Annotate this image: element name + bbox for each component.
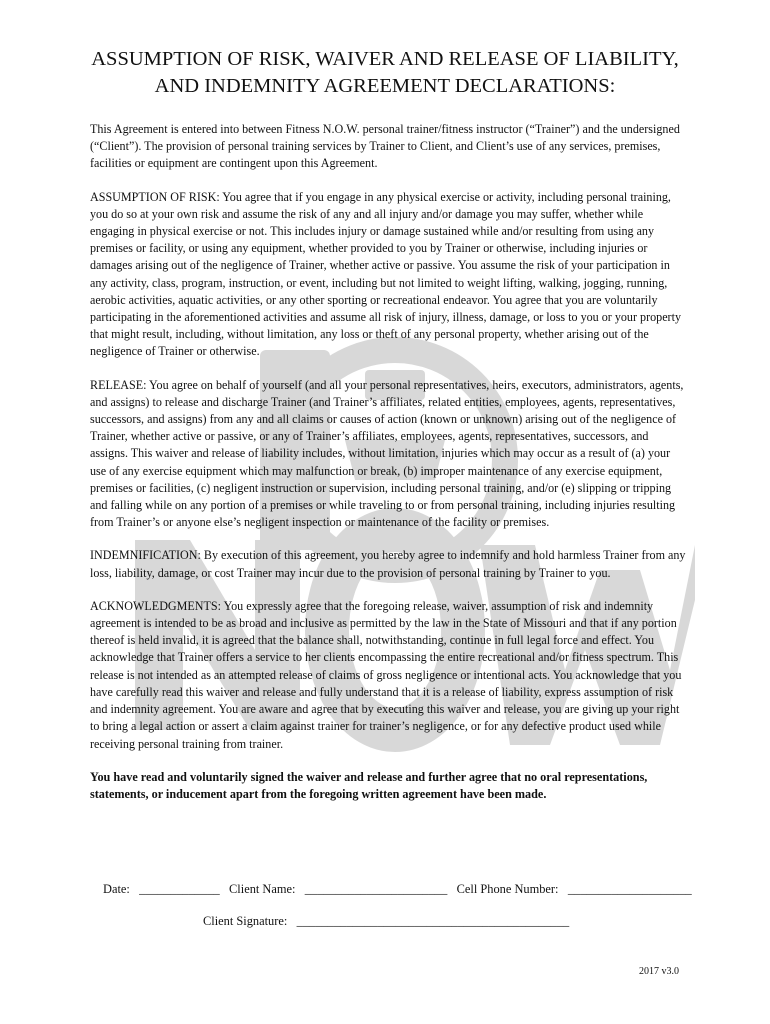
signature-row <box>203 914 569 929</box>
client-name-field[interactable]: _______________________ <box>304 882 448 896</box>
document-title <box>60 46 710 100</box>
closing-statement: You have read and voluntarily signed the waiver and release and further agree that no oral representations, statements, or inducement apart from the foregoing written agreement have been made. <box>90 769 648 802</box>
client-signature-field[interactable]: ____________________________________________ <box>296 914 570 928</box>
indemnification-paragraph: INDEMNIFICATION: By execution of this agreement, you hereby agree to indemnify and hold harmless Trainer from any loss, liability, damage, or cost Trainer may incur due to the provision of personal training by Trainer to you. <box>90 548 686 580</box>
cell-phone-field[interactable]: ____________________ <box>567 882 692 896</box>
cell-phone-label: Cell Phone Number: <box>456 882 559 896</box>
title-line-1: ASSUMPTION OF RISK, WAIVER AND RELEASE OF LIABILITY, <box>91 48 679 70</box>
client-info-row <box>103 882 692 897</box>
date-field[interactable]: _____________ <box>139 882 220 896</box>
agreement-body <box>90 121 686 820</box>
release-paragraph: RELEASE: You agree on behalf of yourself (and all your personal representatives, heirs, executors, administrators, agents, and assigns) to release and discharge Trainer (and Trainer’s affiliates, related entities, employees, agents, representatives, successors, and assigns) from any and all claims or causes of action (known or unknown) arising out of the negligence of Trainer, whether active or passive, or any of Trainer’s affiliates, employees, agents, representatives, successors, and assigns. This waiver and release of liability includes, without limitation, injuries which may occur as a result of (a) your use of any exercise equipment which may malfunction or break, (b) improper maintenance of any exercise equipment, premises or facilities, (c) negligent instruction or supervision, including personal training, and/or (e) slipping or tripping and falling while on any portion of a premises or while traveling to or from personal training, including injuries resulting from Trainer’s or anyone else’s negligent inspection or maintenance of the facility or premises. <box>90 377 684 530</box>
intro-paragraph: This Agreement is entered into between Fitness N.O.W. personal trainer/fitness instructor (“Trainer”) and the undersigned (“Client”). The provision of personal training services by Trainer to Client, and Client’s use of any services, premises, facilities or equipment are contingent upon this Agreement. <box>90 122 680 171</box>
date-label: Date: <box>103 882 130 896</box>
assumption-of-risk-paragraph: ASSUMPTION OF RISK: You agree that if you engage in any physical exercise or activity, including personal training, you do so at your own risk and assume the risk of any and all injury and/or damage you may suffer, whether while engaging in physical exercise or not. This includes injury or damage sustained while and/or resulting from using any premises or facility, or using any equipment, whether provided to you by Trainer or otherwise, including injuries or damages arising out of the negligence of Trainer, whether active or passive. You assume the risk of your participation in any activity, class, program, instruction, or event, including but not limited to weight lifting, walking, jogging, running, aerobic activities, aquatic activities, or any other sporting or recreational endeavor. You agree that you are voluntarily participating in the aforementioned activities and assume all risk of injury, illness, damage, or loss to you or your property that might result, including, without limitation, any loss or theft of any personal property, whether arising out of the negligence of Trainer or otherwise. <box>90 189 681 359</box>
client-signature-label: Client Signature: <box>203 914 288 928</box>
client-name-label: Client Name: <box>229 882 296 896</box>
title-line-2: AND INDEMNITY AGREEMENT DECLARATIONS: <box>154 75 616 97</box>
version-label: 2017 v3.0 <box>639 966 679 977</box>
acknowledgments-paragraph: ACKNOWLEDGMENTS: You expressly agree that the foregoing release, waiver, assumption of risk and indemnity agreement is intended to be as broad and inclusive as permitted by the law in the State of Missouri and that if any portion thereof is held invalid, it is agreed that the balance shall, notwithstanding, continue in full legal force and effect. You acknowledge that Trainer offers a service to her clients encompassing the entire recreational and/or fitness spectrum. This release is not intended as an attempted release of claims of gross negligence or intentional acts. You acknowledge that you have carefully read this waiver and release and fully understand that it is a release of liability, express assumption of risk and indemnity agreement. You are aware and agree that by executing this waiver and release, you are giving up your right to bring a legal action or assert a claim against trainer for trainer’s negligence, or for any defective product used while receiving personal training from trainer. <box>90 598 682 751</box>
